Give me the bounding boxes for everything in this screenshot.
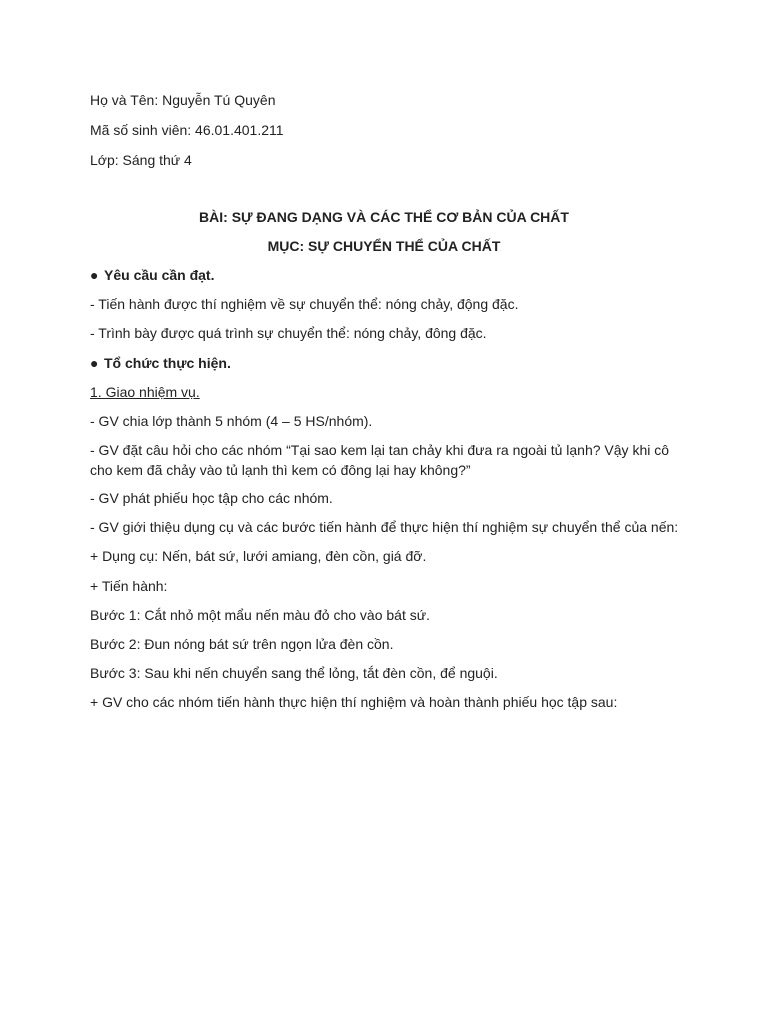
step-item: Bước 1: Cắt nhỏ một mẩu nến màu đỏ cho vào bát sứ. <box>90 607 430 623</box>
requirements-heading <box>90 265 690 285</box>
bullet-icon: ● <box>90 267 99 283</box>
task-item: - GV đặt câu hỏi cho các nhóm “Tại sao kem lại tan chảy khi đưa ra ngoài tủ lạnh? Vậy khi cô cho kem đã chảy vào tủ lạnh thì kem có đông lại hay không?” <box>90 442 670 478</box>
requirement-item: - Tiến hành được thí nghiệm về sự chuyển thể: nóng chảy, động đặc. <box>90 296 519 312</box>
task-item: + Tiến hành: <box>90 578 168 594</box>
organization-heading-text: Tổ chức thực hiện. <box>104 355 231 371</box>
task-item: - GV phát phiếu học tập cho các nhóm. <box>90 490 333 506</box>
lesson-title: BÀI: SỰ ĐANG DẠNG VÀ CÁC THỂ CƠ BẢN CỦA CHẤT <box>199 209 569 225</box>
student-class: Lớp: Sáng thứ 4 <box>90 152 192 168</box>
task-item: + Dụng cụ: Nến, bát sứ, lưới amiang, đèn cồn, giá đỡ. <box>90 548 427 564</box>
task-item: - GV giới thiệu dụng cụ và các bước tiến hành để thực hiện thí nghiệm sự chuyển thể của nến: <box>90 519 679 535</box>
step-item: Bước 3: Sau khi nến chuyển sang thể lỏng, tắt đèn cồn, để nguội. <box>90 665 498 681</box>
task-item: - GV chia lớp thành 5 nhóm (4 – 5 HS/nhóm). <box>90 413 373 429</box>
organization-heading <box>90 353 690 373</box>
requirement-item: - Trình bày được quá trình sự chuyển thể: nóng chảy, đông đặc. <box>90 325 487 341</box>
task-subheading: 1. Giao nhiệm vụ. <box>90 384 200 400</box>
student-id: Mã số sinh viên: 46.01.401.211 <box>90 122 284 138</box>
student-name: Họ và Tên: Nguyễn Tú Quyên <box>90 92 276 108</box>
task-item: + GV cho các nhóm tiến hành thực hiện thí nghiệm và hoàn thành phiếu học tập sau: <box>90 694 618 710</box>
requirements-heading-text: Yêu cầu cần đạt. <box>104 267 215 283</box>
step-item: Bước 2: Đun nóng bát sứ trên ngọn lửa đèn cồn. <box>90 636 394 652</box>
bullet-icon: ● <box>90 355 99 371</box>
section-title: MỤC: SỰ CHUYỂN THỂ CỦA CHẤT <box>267 238 501 254</box>
